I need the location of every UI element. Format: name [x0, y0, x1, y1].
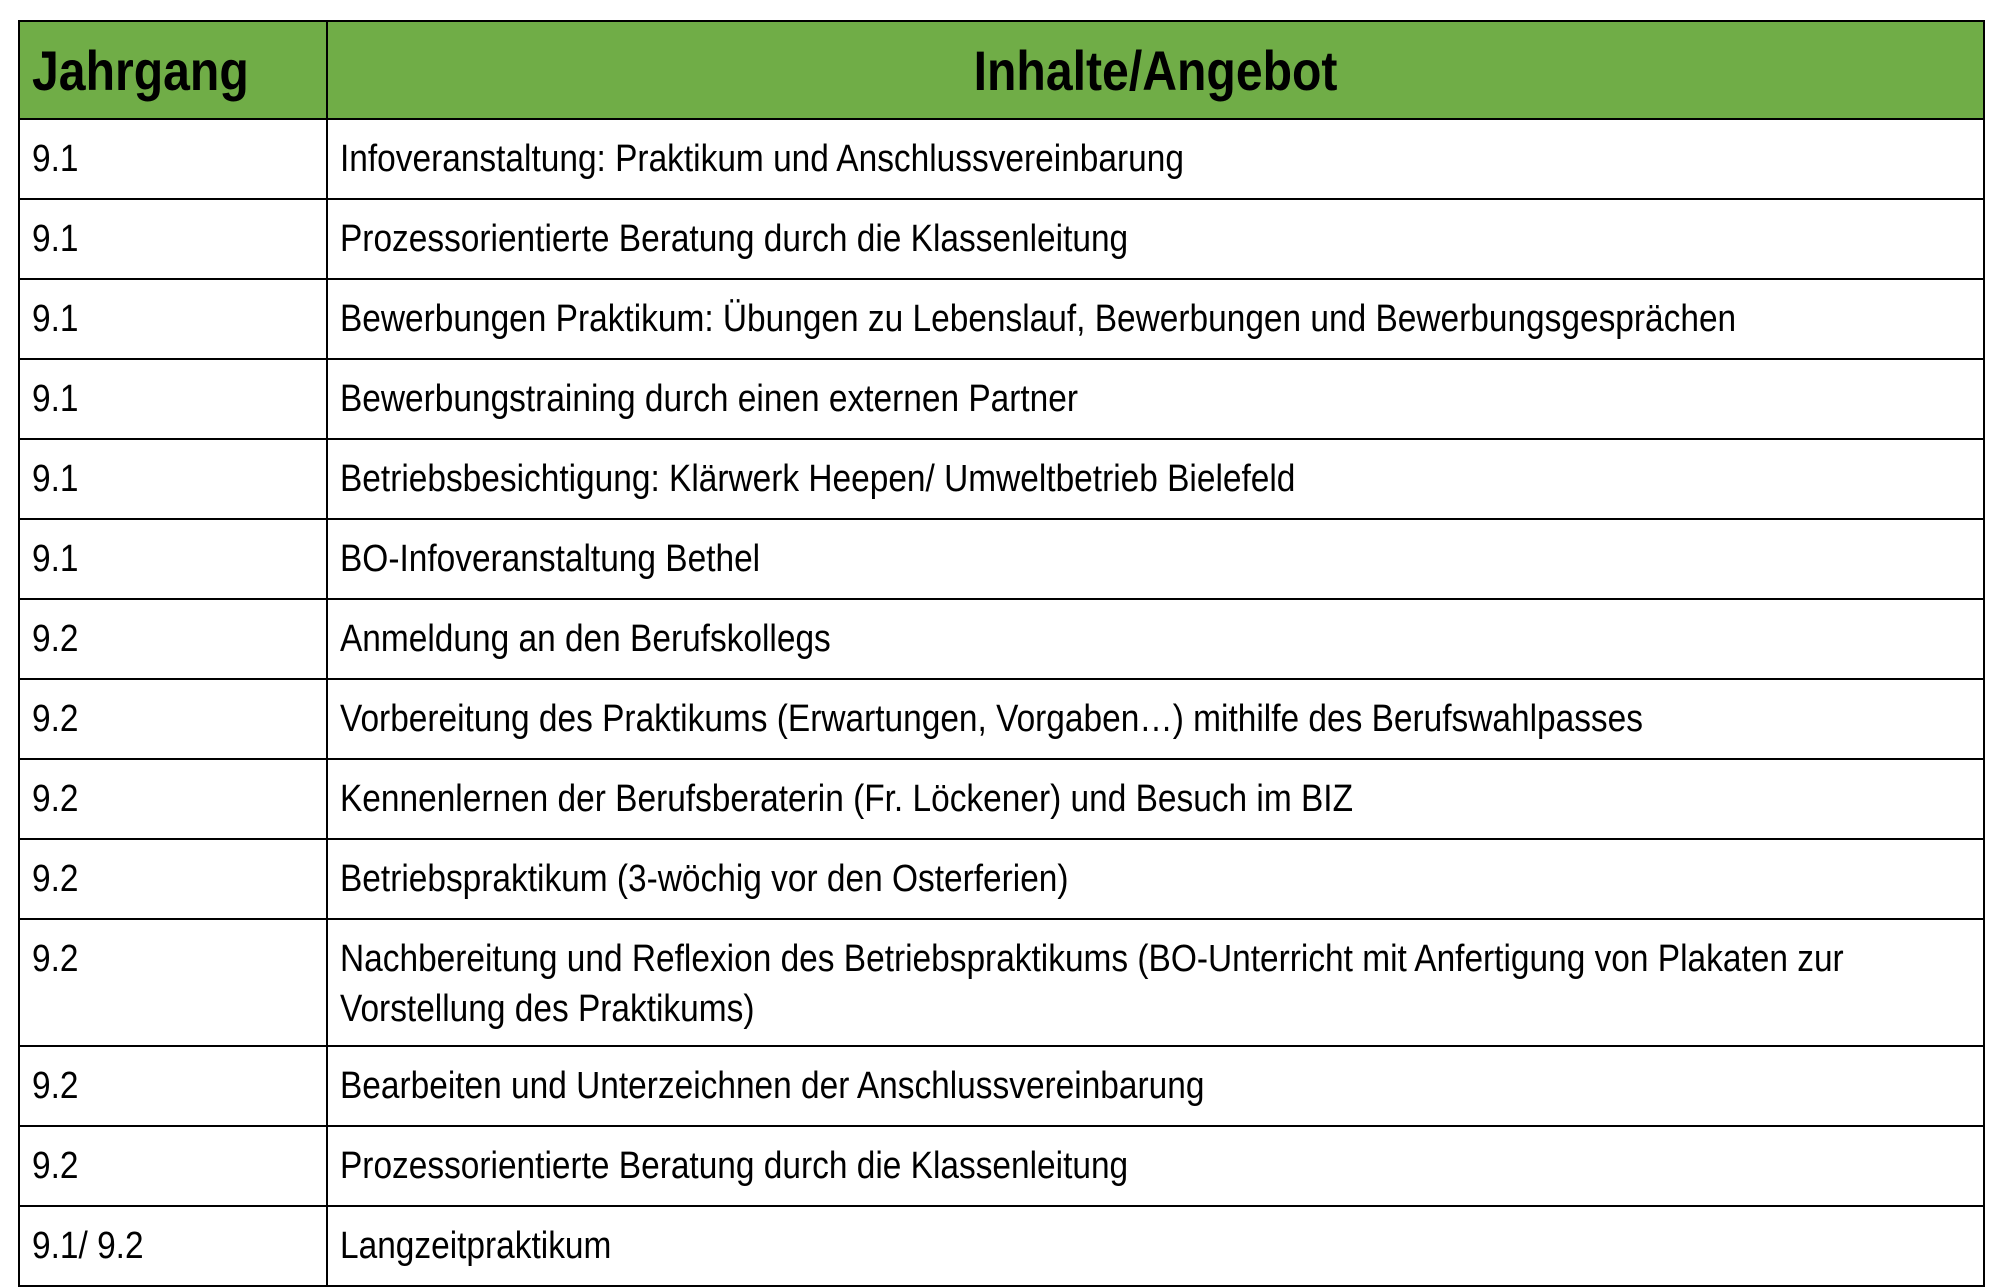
jahrgang-cell: 9.1 [19, 199, 327, 279]
inhalt-cell: Prozessorientierte Beratung durch die Klassenleitung [327, 1126, 1984, 1206]
jahrgang-cell: 9.1/ 9.2 [19, 1206, 327, 1286]
jahrgang-cell: 9.2 [19, 1126, 327, 1206]
inhalt-cell: Bearbeiten und Unterzeichnen der Anschlussvereinbarung [327, 1046, 1984, 1126]
table-row [19, 279, 1984, 359]
table-row [19, 359, 1984, 439]
jahrgang-cell: 9.2 [19, 679, 327, 759]
inhalt-cell: BO-Infoveranstaltung Bethel [327, 519, 1984, 599]
jahrgang-cell: 9.2 [19, 1046, 327, 1126]
inhalt-cell: Bewerbungstraining durch einen externen Partner [327, 359, 1984, 439]
inhalt-cell: Bewerbungen Praktikum: Übungen zu Lebenslauf, Bewerbungen und Bewerbungsgesprächen [327, 279, 1984, 359]
jahrgang-cell: 9.2 [19, 759, 327, 839]
jahrgang-cell: 9.1 [19, 119, 327, 199]
jahrgang-cell: 9.1 [19, 279, 327, 359]
column-header-jahrgang [19, 21, 327, 119]
table-row [19, 599, 1984, 679]
table-row [19, 919, 1984, 1046]
inhalt-cell: Nachbereitung und Reflexion des Betriebspraktikums (BO-Unterricht mit Anfertigung von Plakaten zur Vorstellung des Praktikums) [327, 919, 1984, 1046]
jahrgang-cell: 9.2 [19, 919, 327, 1046]
table-row [19, 519, 1984, 599]
inhalt-cell: Anmeldung an den Berufskollegs [327, 599, 1984, 679]
table-row [19, 759, 1984, 839]
jahrgang-cell: 9.2 [19, 599, 327, 679]
table-row [19, 679, 1984, 759]
table-row [19, 119, 1984, 199]
jahrgang-cell: 9.1 [19, 359, 327, 439]
inhalt-cell: Betriebsbesichtigung: Klärwerk Heepen/ Umweltbetrieb Bielefeld [327, 439, 1984, 519]
column-header-inhalte-label: Inhalte/Angebot [973, 38, 1338, 102]
jahrgang-cell: 9.2 [19, 839, 327, 919]
inhalt-cell: Infoveranstaltung: Praktikum und Anschlussvereinbarung [327, 119, 1984, 199]
table-row [19, 1126, 1984, 1206]
inhalt-cell: Kennenlernen der Berufsberaterin (Fr. Löckener) und Besuch im BIZ [327, 759, 1984, 839]
offer-table [18, 20, 1985, 1287]
offer-table-container [18, 20, 1985, 1287]
jahrgang-cell: 9.1 [19, 519, 327, 599]
jahrgang-cell: 9.1 [19, 439, 327, 519]
column-header-jahrgang-label: Jahrgang [32, 38, 249, 102]
table-row [19, 199, 1984, 279]
table-row [19, 1046, 1984, 1126]
inhalt-cell: Betriebspraktikum (3-wöchig vor den Osterferien) [327, 839, 1984, 919]
inhalt-cell: Vorbereitung des Praktikums (Erwartungen, Vorgaben…) mithilfe des Berufswahlpasses [327, 679, 1984, 759]
column-header-inhalte [327, 21, 1984, 119]
inhalt-cell: Prozessorientierte Beratung durch die Klassenleitung [327, 199, 1984, 279]
table-row [19, 839, 1984, 919]
table-row [19, 439, 1984, 519]
table-row [19, 1206, 1984, 1286]
table-header-row [19, 21, 1984, 119]
inhalt-cell: Langzeitpraktikum [327, 1206, 1984, 1286]
